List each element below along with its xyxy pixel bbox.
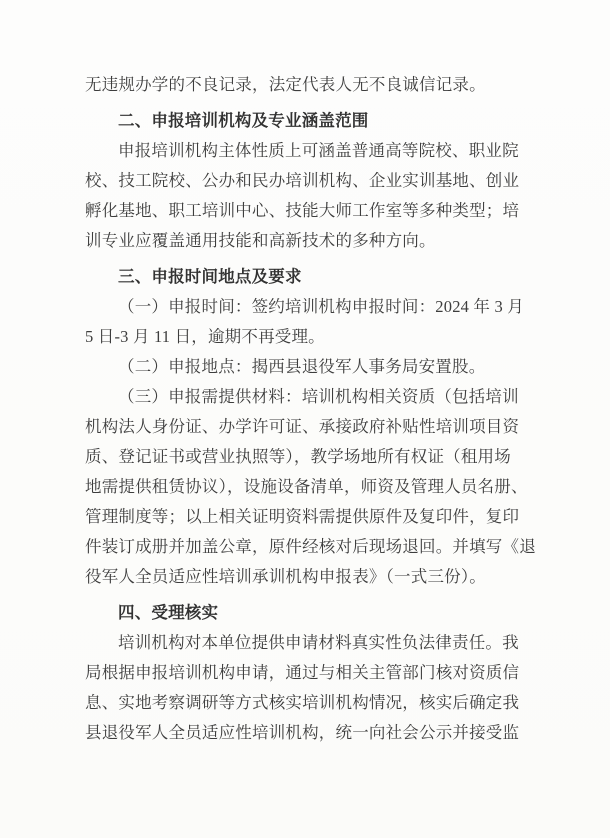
text-line: 件装订成册并加盖公章，原件经核对后现场退回。并填写《退 xyxy=(85,537,536,556)
section-heading: 二、申报培训机构及专业涵盖范围 xyxy=(118,111,369,130)
text-line: 地需提供租赁协议），设施设备清单，师资及管理人员名册、 xyxy=(85,477,528,496)
text-line: 申报培训机构主体性质上可涵盖普通高等院校、职业院 xyxy=(118,141,519,160)
text-line: 培训机构对本单位提供申请材料真实性负法律责任。我 xyxy=(118,633,519,652)
text-line: 训专业应覆盖通用技能和高新技术的多种方向。 xyxy=(85,231,436,250)
section-heading: 三、申报时间地点及要求 xyxy=(118,267,302,286)
text-line: （三）申报需提供材料：培训机构相关资质（包括培训 xyxy=(118,387,519,406)
text-line: 校、技工院校、公办和民办培训机构、企业实训基地、创业 xyxy=(85,171,520,190)
text-line: 管理制度等；以上相关证明资料需提供原件及复印件，复印 xyxy=(85,507,520,526)
text-line: 役军人全员适应性培训承训机构申报表》（一式三份）。 xyxy=(85,567,486,586)
text-line: 孵化基地、职工培训中心、技能大师工作室等多种类型；培 xyxy=(85,201,520,220)
text-line: 无违规办学的不良记录，法定代表人无不良诚信记录。 xyxy=(85,75,486,94)
text-line: （一）申报时间：签约培训机构申报时间：2024 年 3 月 xyxy=(118,297,524,316)
document-body xyxy=(85,70,537,748)
text-line: 机构法人身份证、办学许可证、承接政府补贴性培训项目资 xyxy=(85,417,520,436)
text-line: 5 日-3 月 11 日，逾期不再受理。 xyxy=(85,327,325,346)
text-line: 质、登记证书或营业执照等），教学场地所有权证（租用场 xyxy=(85,447,511,466)
text-line: 局根据申报培训机构申请，通过与相关主管部门核对资质信 xyxy=(85,663,520,682)
text-line: 县退役军人全员适应性培训机构，统一向社会公示并接受监 xyxy=(85,723,520,742)
text-line: 息、实地考察调研等方式核实培训机构情况，核实后确定我 xyxy=(85,693,520,712)
section-heading: 四、受理核实 xyxy=(118,603,219,622)
text-line: （二）申报地点：揭西县退役军人事务局安置股。 xyxy=(118,357,486,376)
